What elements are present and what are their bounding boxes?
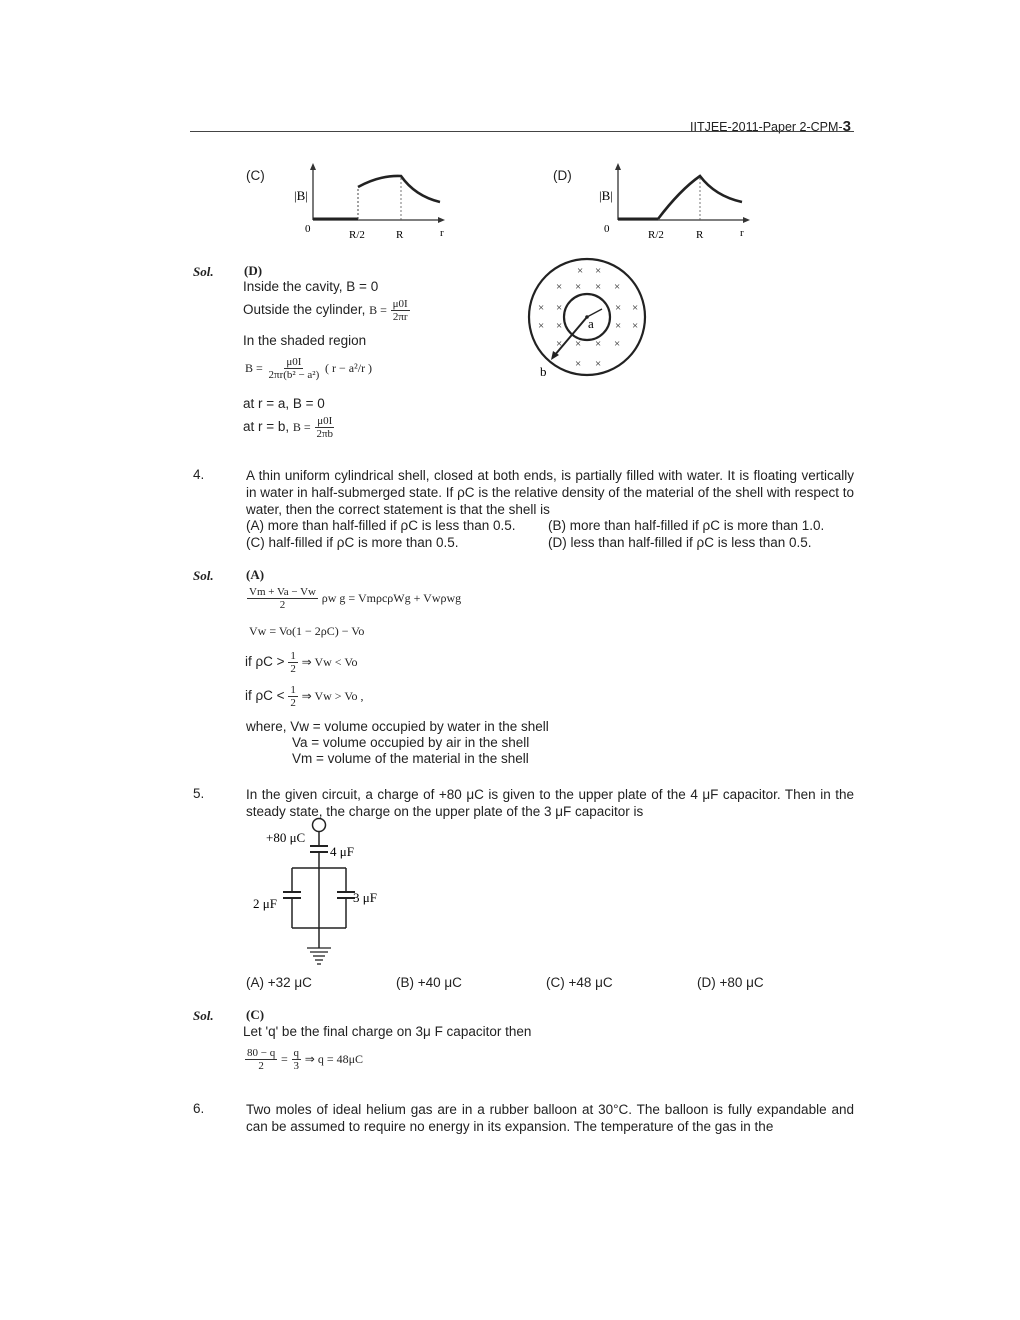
graph-c-x-arrow xyxy=(438,217,445,223)
q5-text: In the given circuit, a charge of +80 μC is given to the upper plate of the 4 μF capacitor. Then in the steady state, the charge on the upper plate of the 3 μF capacitor is xyxy=(246,787,854,819)
field-cross-mark: × xyxy=(577,265,584,277)
ground-symbol xyxy=(307,948,331,964)
q5-option-d[interactable]: (D) +80 μC xyxy=(697,975,764,990)
graph-c-tick-half: R/2 xyxy=(349,229,365,241)
sol3-line5: at r = a, B = 0 xyxy=(243,396,325,411)
graph-c-tick-r: R xyxy=(396,229,404,241)
graph-option-d xyxy=(590,160,755,242)
q5-option-b[interactable]: (B) +40 μC xyxy=(396,975,462,990)
field-cross-mark: × xyxy=(595,265,602,277)
field-cross-mark: × xyxy=(575,338,582,350)
sol3-answer: (D) xyxy=(244,263,263,278)
sol3-l6-num: μ0I xyxy=(317,415,333,427)
q4-number: 4. xyxy=(193,467,205,482)
field-cross-mark: × xyxy=(538,302,545,314)
graph-d-y-label: |B| xyxy=(599,188,613,203)
page-header xyxy=(690,118,851,135)
sol3-l4-num: μ0I xyxy=(286,356,302,368)
q5-number: 5. xyxy=(193,786,205,801)
radius-b-label: b xyxy=(540,364,547,379)
q6-text: Two moles of ideal helium gas are in a rubber balloon at 30°C. The balloon is fully expandable and can be assumed to require no energy in its expansion. The temperature of the gas in the xyxy=(246,1102,854,1134)
sol3-line3: In the shaded region xyxy=(243,333,367,348)
graph-d-tick-half: R/2 xyxy=(648,229,664,241)
q4-option-b[interactable]: (B) more than half-filled if ρC is more than 1.0. xyxy=(548,518,825,533)
graph-c-y-arrow xyxy=(310,163,316,170)
graph-option-c-label: (C) xyxy=(246,168,265,183)
graph-c-curve xyxy=(358,176,440,202)
graph-d-x-arrow xyxy=(743,217,750,223)
header-title: IITJEE-2011-Paper 2-CPM- xyxy=(690,120,843,134)
graph-option-d-label: (D) xyxy=(553,168,572,183)
header-rule xyxy=(190,131,854,132)
sol4-eq4: if ρC < $\frac{1}{2}$ ⇒ Vw > Vo , xyxy=(245,684,364,709)
field-cross-mark: × xyxy=(614,338,621,350)
graph-c-y-label: |B| xyxy=(294,188,308,203)
field-cross-mark: × xyxy=(556,302,563,314)
sol4-where1: where, Vw = volume occupied by water in the shell xyxy=(246,719,549,734)
sol5-answer: (C) xyxy=(246,1007,265,1022)
q5-option-a[interactable]: (A) +32 μC xyxy=(246,975,312,990)
graph-d-tick-r: R xyxy=(696,229,704,241)
q6-number: 6. xyxy=(193,1101,205,1116)
field-cross-mark: × xyxy=(575,358,582,370)
q4-text: A thin uniform cylindrical shell, closed at both ends, is partially filled with water. It is floating vertically in water in half-submerged state. If ρC is the relative density of the material of the shell with respect to water, then the correct statement is that the shell is xyxy=(246,468,854,517)
q4-option-d[interactable]: (D) less than half-filled if ρC is less than 0.5. xyxy=(548,535,812,550)
sol3-line4: B = $\frac{\mu 0I}{\text{2πr(b² − a²)}}$ ( r − a²/r ) xyxy=(245,356,373,381)
field-cross-mark: × xyxy=(556,338,563,350)
sol4-where3: Vm = volume of the material in the shell xyxy=(292,751,529,766)
sol3-line6: at r = b, B = $\frac{\mu 0I}{2\pi b}$ xyxy=(243,415,334,440)
sol5-equation: $\frac{80 - q}{2}$ = $\frac{q}{3}$ ⇒ q = 48μC xyxy=(247,1047,364,1072)
q5-option-c[interactable]: (C) +48 μC xyxy=(546,975,613,990)
sol4-where2: Va = volume occupied by air in the shell xyxy=(292,735,530,750)
q4-option-c[interactable]: (C) half-filled if ρC is more than 0.5. xyxy=(246,535,459,550)
field-cross-mark: × xyxy=(595,338,602,350)
field-cross-mark: × xyxy=(615,302,622,314)
cap-4uf-label: 4 μF xyxy=(330,844,354,859)
sol3-l2-num: μ0I xyxy=(392,298,408,310)
sol5-line1: Let 'q' be the final charge on 3μ F capacitor then xyxy=(243,1024,532,1039)
sol3-l4-den: 2πr(b² − a²) xyxy=(268,369,320,381)
field-cross-mark: × xyxy=(632,302,639,314)
sol4-answer: (A) xyxy=(246,567,265,582)
graph-c-origin: 0 xyxy=(305,223,311,235)
field-cross-mark: × xyxy=(556,281,563,293)
graph-d-y-arrow xyxy=(615,163,621,170)
q4-option-a[interactable]: (A) more than half-filled if ρC is less than 0.5. xyxy=(246,518,516,533)
radius-a-label: a xyxy=(588,316,594,331)
sol3-line1: Inside the cavity, B = 0 xyxy=(243,279,379,294)
graph-option-c xyxy=(285,160,450,242)
field-cross-mark: × xyxy=(538,320,545,332)
page-number: 3 xyxy=(842,118,851,135)
sol3-label: Sol. xyxy=(193,264,214,279)
graph-d-tick-axis: r xyxy=(740,227,744,239)
sol5-label: Sol. xyxy=(193,1008,214,1023)
field-cross-mark: × xyxy=(595,281,602,293)
sol3-line2: Outside the cylinder, B = $\frac{\mu 0I}{2\pi r}$ xyxy=(243,298,408,323)
cap-3uf-label: 3 μF xyxy=(353,890,377,905)
terminal xyxy=(313,819,326,832)
charge-label: +80 μC xyxy=(266,830,306,845)
sol4-label: Sol. xyxy=(193,568,214,583)
graph-c-tick-axis: r xyxy=(440,227,444,239)
field-cross-mark: × xyxy=(632,320,639,332)
sol4-eq3: if ρC > $\frac{1}{2}$ ⇒ Vw < Vo xyxy=(245,650,358,675)
field-cross-mark: × xyxy=(615,320,622,332)
cylinder-figure xyxy=(522,256,662,382)
sol4-eq1: $\frac{Vm + Va - Vw}{2}$ ρw g = VmρcρWg + Vwρwg xyxy=(249,586,462,611)
capacitor-circuit xyxy=(250,816,390,976)
field-cross-mark: × xyxy=(614,281,621,293)
sol3-l6-den: 2πb xyxy=(316,428,334,440)
field-cross-mark: × xyxy=(575,281,582,293)
cap-2uf-label: 2 μF xyxy=(253,896,277,911)
graph-d-origin: 0 xyxy=(604,223,610,235)
sol3-l2-den: 2πr xyxy=(392,311,408,323)
field-cross-mark: × xyxy=(556,320,563,332)
sol4-eq2: Vw = Vo(1 − 2ρC) − Vo xyxy=(249,624,365,638)
field-cross-mark: × xyxy=(595,358,602,370)
sol3-l4-paren: ( r − a²/r ) xyxy=(325,361,373,376)
